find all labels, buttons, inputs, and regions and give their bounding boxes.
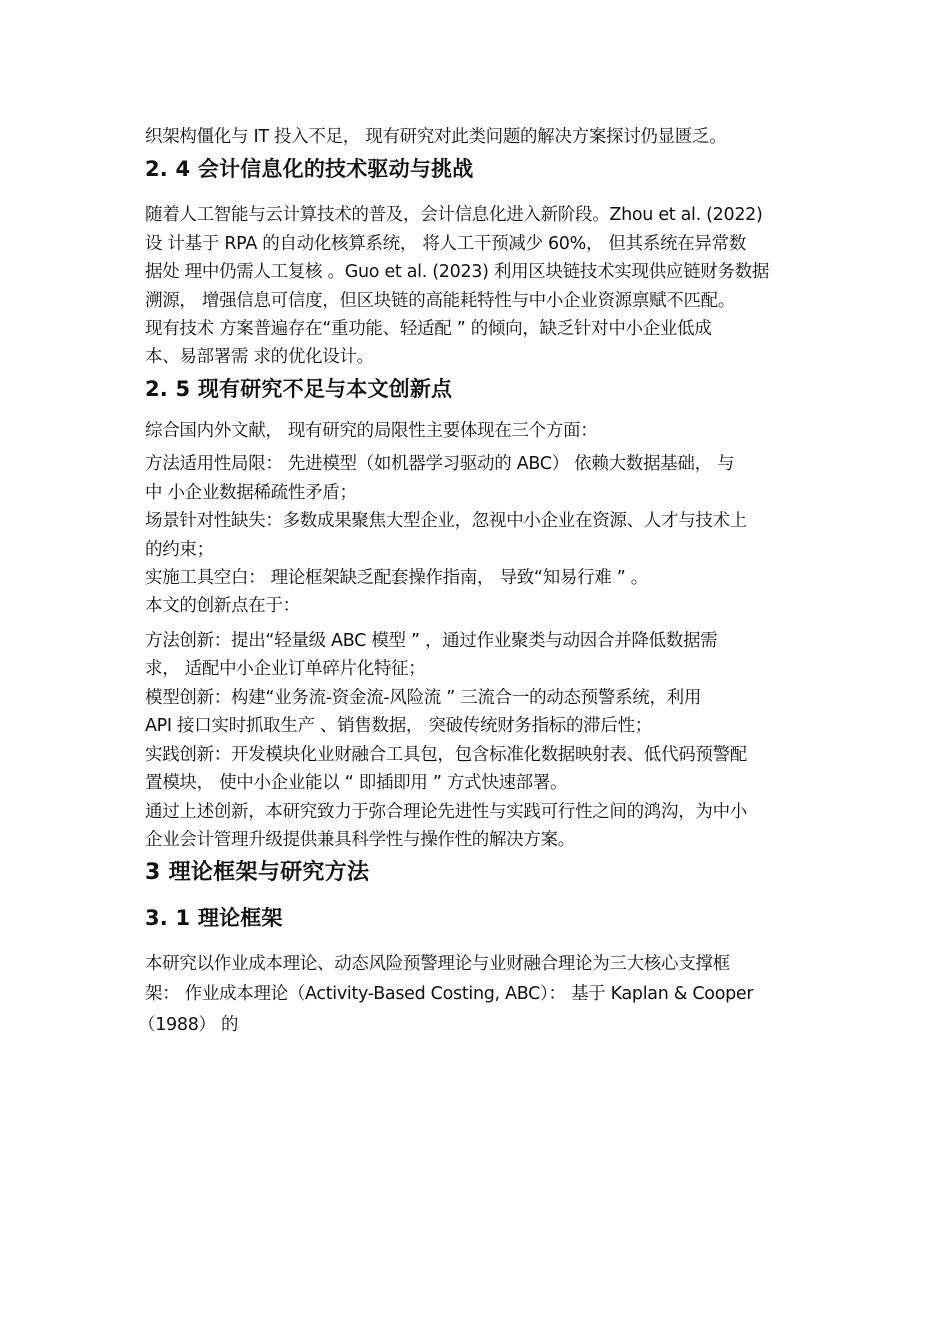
section-2-4-line: 现有技术 方案普遍存在“重功能、轻适配 ” 的倾向，缺乏针对中小企业低成 — [145, 319, 712, 339]
section-2-5-line: 的约束； — [145, 540, 214, 560]
section-2-5-line: 中 小企业数据稀疏性矛盾； — [145, 483, 357, 503]
section-2-5-line: 模型创新：构建“业务流-资金流-风险流 ” 三流合一的动态预警系统，利用 — [145, 688, 702, 708]
section-2-5-line: 方法适用性局限： 先进模型（如机器学习驱动的 ABC） 依赖大数据基础， 与 — [145, 454, 735, 474]
section-3-1-line: 架： 作业成本理论（Activity-Based Costing, ABC）： 基于 Kaplan & Cooper — [145, 984, 754, 1004]
section-2-4-line: 随着人工智能与云计算技术的普及，会计信息化进入新阶段。Zhou et al. (2022) — [145, 205, 763, 225]
section-2-5-line: 实践创新：开发模块化业财融合工具包，包含标准化数据映射表、低代码预警配 — [145, 745, 747, 765]
section-3-heading: 3 理论框架与研究方法 — [145, 860, 370, 885]
section-2-5-line: 求， 适配中小企业订单碎片化特征； — [145, 659, 426, 679]
section-2-4-line: 溯源， 增强信息可信度，但区块链的高能耗特性与中小企业资源禀赋不匹配。 — [145, 291, 736, 311]
section-2-5-line: 实施工具空白： 理论框架缺乏配套操作指南， 导致“知易行难 ” 。 — [145, 568, 648, 588]
section-2-5-heading: 2. 5 现有研究不足与本文创新点 — [145, 377, 453, 401]
section-3-1-line: 本研究以作业成本理论、动态风险预警理论与业财融合理论为三大核心支撑框 — [145, 954, 730, 974]
section-2-4-line: 据处 理中仍需人工复核 。Guo et al. (2023) 利用区块链技术实现供应链财务数据 — [145, 262, 770, 282]
section-2-4-line: 本、易部署需 求的优化设计。 — [145, 347, 374, 367]
intro-line: 织架构僵化与 IT 投入不足， 现有研究对此类问题的解决方案探讨仍显匮乏。 — [145, 127, 727, 147]
section-2-4-line: 设 计基于 RPA 的自动化核算系统， 将人工干预减少 60%， 但其系统在异常数 — [145, 234, 747, 254]
section-3-1-heading: 3. 1 理论框架 — [145, 906, 283, 930]
section-2-5-line: 置模块， 使中小企业能以 “ 即插即用 ” 方式快速部署。 — [145, 773, 568, 793]
section-2-4-heading: 2. 4 会计信息化的技术驱动与挑战 — [145, 157, 474, 181]
section-2-5-line: 场景针对性缺失：多数成果聚焦大型企业，忽视中小企业在资源、人才与技术上 — [145, 511, 747, 531]
section-2-5-line: API 接口实时抓取生产 、销售数据， 突破传统财务指标的滞后性； — [145, 716, 652, 736]
section-2-5-line: 综合国内外文献， 现有研究的局限性主要体现在三个方面： — [145, 421, 598, 441]
section-2-5-line: 本文的创新点在于： — [145, 596, 300, 616]
section-3-1-line: （1988） 的 — [138, 1015, 239, 1035]
section-2-5-line: 方法创新：提出“轻量级 ABC 模型 ” ，通过作业聚类与动因合并降低数据需 — [145, 631, 718, 651]
section-2-5-line: 企业会计管理升级提供兼具科学性与操作性的解决方案。 — [145, 830, 575, 850]
section-2-5-line: 通过上述创新，本研究致力于弥合理论先进性与实践可行性之间的鸿沟，为中小 — [145, 802, 747, 822]
